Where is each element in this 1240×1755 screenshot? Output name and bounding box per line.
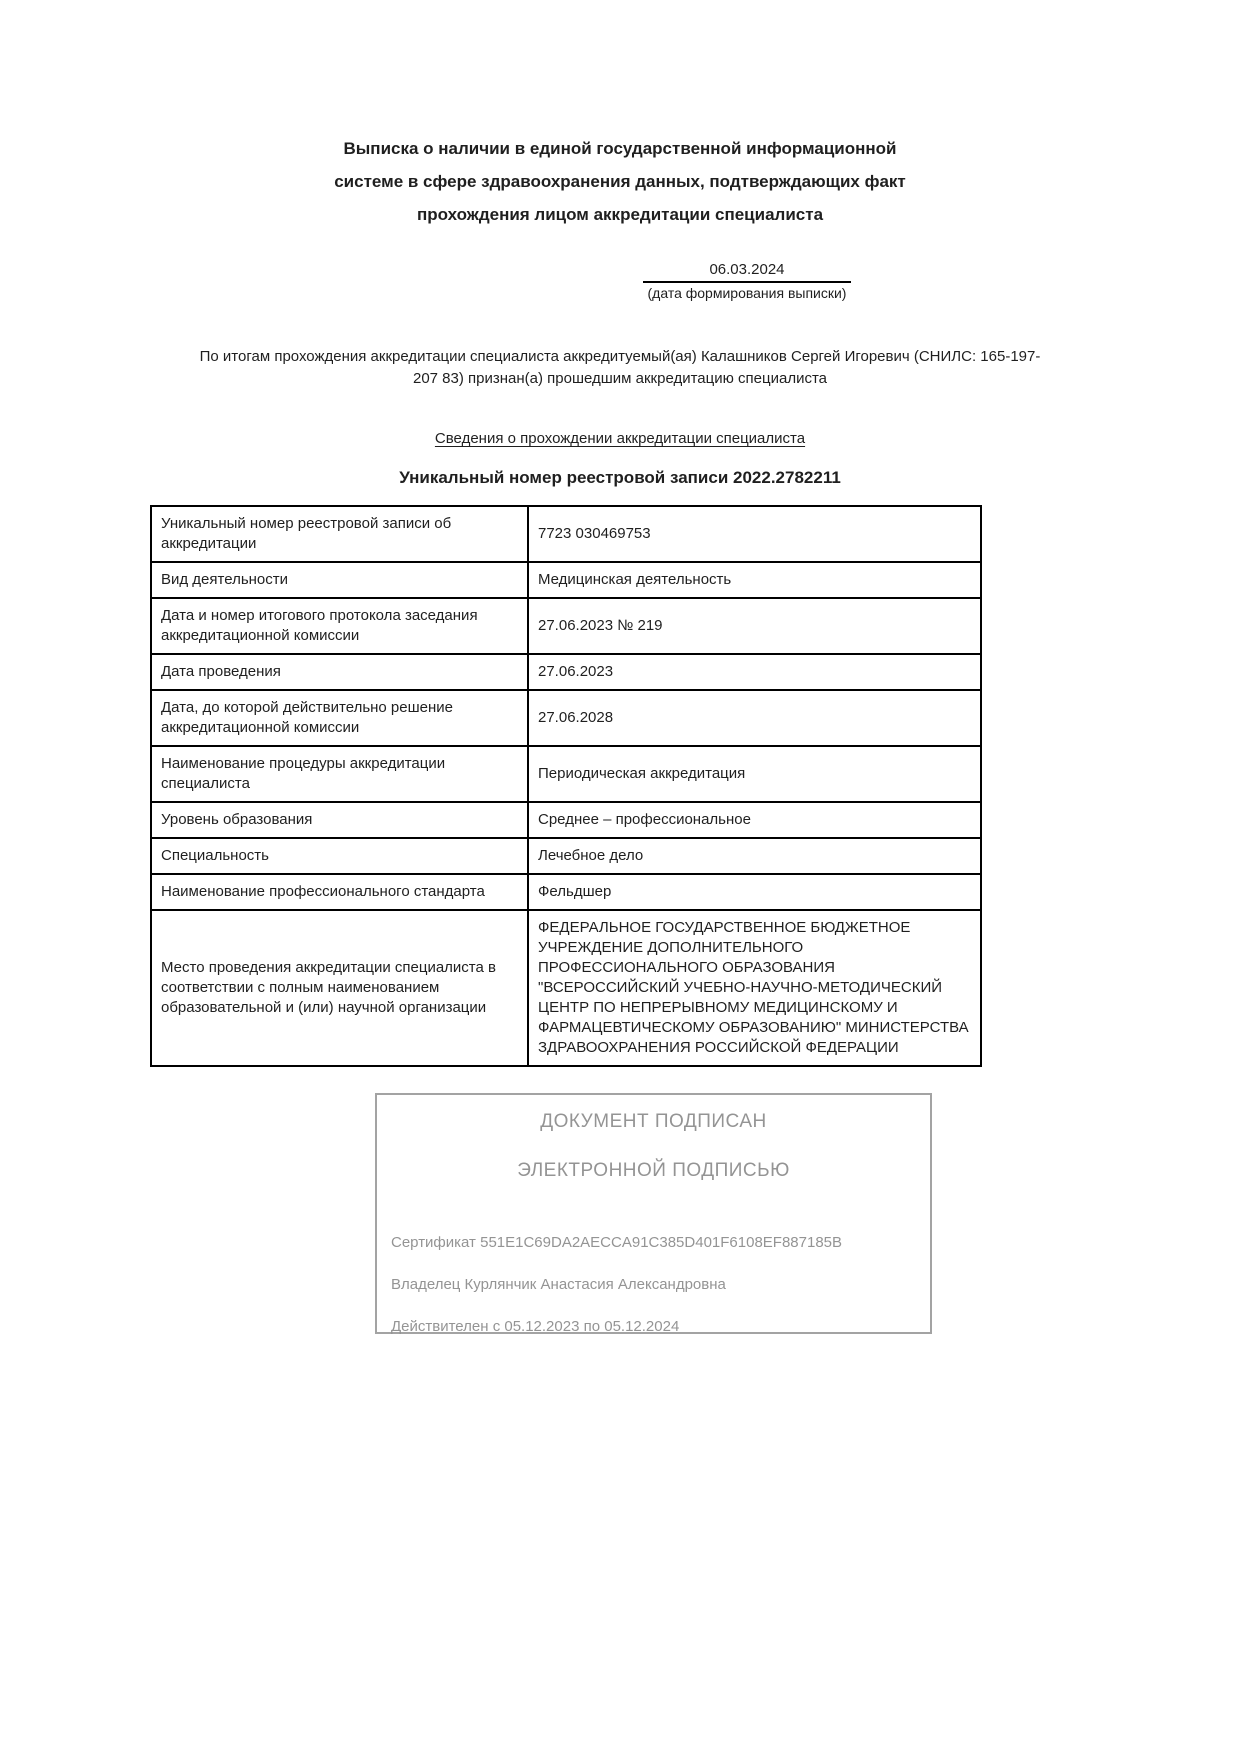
registry-number-heading: Уникальный номер реестровой записи 2022.2782211 bbox=[399, 468, 841, 487]
signature-title-line-2: ЭЛЕКТРОННОЙ ПОДПИСЬЮ bbox=[517, 1160, 790, 1181]
table-row bbox=[151, 562, 981, 598]
signature-details bbox=[391, 1234, 916, 1336]
row-label: Наименование процедуры аккредитации специалиста bbox=[151, 746, 528, 802]
row-value: Медицинская деятельность bbox=[528, 562, 981, 598]
table-row bbox=[151, 802, 981, 838]
electronic-signature-box bbox=[375, 1093, 932, 1334]
row-value: 27.06.2028 bbox=[528, 690, 981, 746]
row-label: Дата проведения bbox=[151, 654, 528, 690]
row-value: 27.06.2023 № 219 bbox=[528, 598, 981, 654]
table-row bbox=[151, 506, 981, 562]
row-label: Уровень образования bbox=[151, 802, 528, 838]
document-title-line-3: прохождения лицом аккредитации специалиста bbox=[416, 205, 824, 224]
row-label: Дата, до которой действительно решение аккредитационной комиссии bbox=[151, 690, 528, 746]
table-row bbox=[151, 654, 981, 690]
table-row bbox=[151, 690, 981, 746]
row-value: Среднее – профессиональное bbox=[528, 802, 981, 838]
document-title-line-2: системе в сфере здравоохранения данных, подтверждающих факт bbox=[334, 172, 906, 191]
table-row bbox=[151, 746, 981, 802]
table-row bbox=[151, 598, 981, 654]
row-label: Дата и номер итогового протокола заседания аккредитационной комиссии bbox=[151, 598, 528, 654]
row-label: Вид деятельности bbox=[151, 562, 528, 598]
table-row bbox=[151, 910, 981, 1066]
signature-title-line-1: ДОКУМЕНТ ПОДПИСАН bbox=[540, 1111, 767, 1132]
row-value: Фельдшер bbox=[528, 874, 981, 910]
row-value: ФЕДЕРАЛЬНОЕ ГОСУДАРСТВЕННОЕ БЮДЖЕТНОЕ УЧРЕЖДЕНИЕ ДОПОЛНИТЕЛЬНОГО ПРОФЕССИОНАЛЬНОГО ОБРАЗОВАНИЯ "ВСЕРОССИЙСКИЙ УЧЕБНО-НАУЧНО-МЕТОДИЧЕСКИЙ ЦЕНТР ПО НЕПРЕРЫВНОМУ МЕДИЦИНСКОМУ И ФАРМАЦЕВТИЧЕСКОМУ ОБРАЗОВАНИЮ" МИНИСТЕРСТВА ЗДРАВООХРАНЕНИЯ РОССИЙСКОЙ ФЕДЕРАЦИИ bbox=[528, 910, 981, 1066]
intro-paragraph: По итогам прохождения аккредитации специалиста аккредитуемый(ая) Калашников Сергей Игоревич (СНИЛС: 165-197-207 83) признан(а) прошедшим аккредитацию специалиста bbox=[199, 348, 1041, 387]
validity-line: Действителен с 05.12.2023 по 05.12.2024 bbox=[391, 1318, 680, 1335]
row-label: Наименование профессионального стандарта bbox=[151, 874, 528, 910]
formation-date-value: 06.03.2024 bbox=[643, 261, 851, 283]
row-label: Место проведения аккредитации специалиста в соответствии с полным наименованием образовательной и (или) научной организации bbox=[151, 910, 528, 1066]
row-value: Периодическая аккредитация bbox=[528, 746, 981, 802]
table-row bbox=[151, 874, 981, 910]
accreditation-table bbox=[150, 505, 982, 1067]
document-title bbox=[270, 132, 970, 231]
document-title-line-1: Выписка о наличии в единой государственной информационной bbox=[343, 139, 897, 158]
section-heading: Сведения о прохождении аккредитации специалиста bbox=[434, 430, 806, 447]
accreditation-table-body bbox=[151, 506, 981, 1066]
certificate-line: Сертификат 551E1C69DA2AECCA91C385D401F6108EF887185B bbox=[391, 1234, 843, 1251]
row-value: Лечебное дело bbox=[528, 838, 981, 874]
row-value: 7723 030469753 bbox=[528, 506, 981, 562]
owner-line: Владелец Курлянчик Анастасия Александровна bbox=[391, 1276, 726, 1293]
formation-date-caption: (дата формирования выписки) bbox=[647, 285, 847, 301]
table-row bbox=[151, 838, 981, 874]
row-label: Уникальный номер реестровой записи об аккредитации bbox=[151, 506, 528, 562]
row-label: Специальность bbox=[151, 838, 528, 874]
formation-date-block bbox=[643, 261, 851, 301]
row-value: 27.06.2023 bbox=[528, 654, 981, 690]
